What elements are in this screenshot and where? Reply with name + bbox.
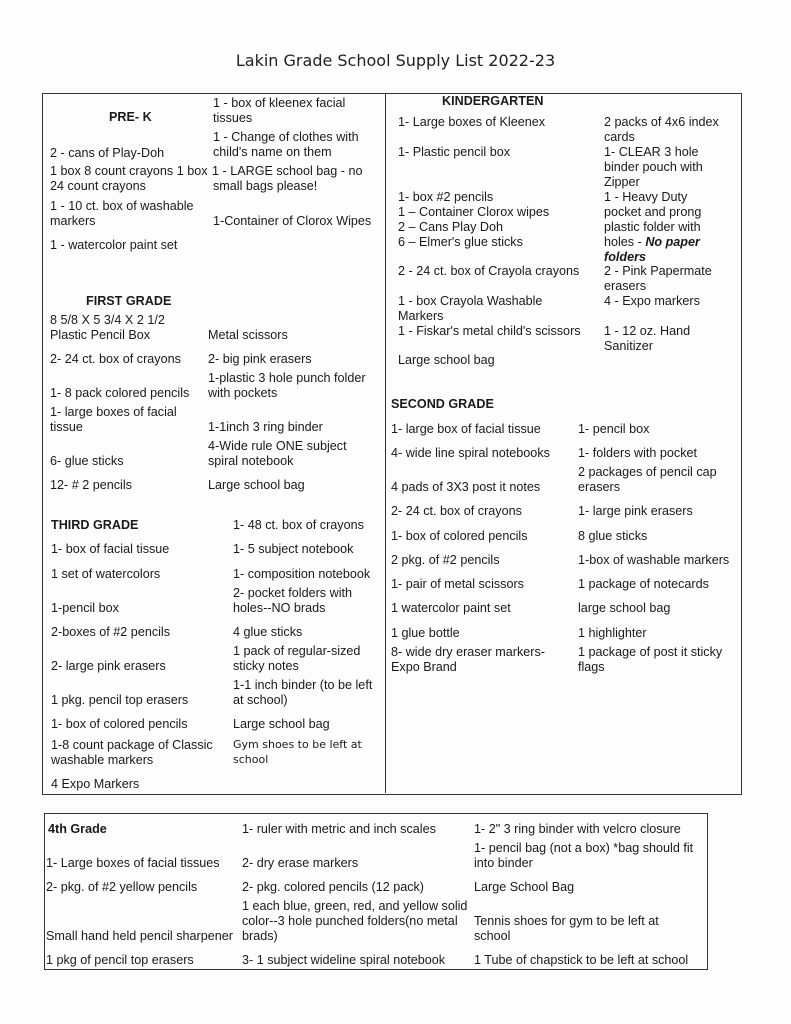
- list-item: Plastic Pencil Box: [50, 328, 151, 342]
- list-item: 1- box of colored pencils: [391, 529, 528, 543]
- list-item: 2 - cans of Play-Doh: [50, 146, 165, 160]
- list-item: 1- Plastic pencil box: [398, 145, 510, 159]
- list-item: 1- folders with pocket: [578, 446, 697, 460]
- list-item: 1- box of facial tissue: [51, 542, 170, 556]
- list-item: Markers: [398, 309, 444, 323]
- list-item-text: holes -: [604, 235, 646, 249]
- list-item: 1- pair of metal scissors: [391, 577, 524, 591]
- list-item: 1 box 8 count crayons 1 box: [50, 164, 208, 178]
- list-item: 24 count crayons: [50, 179, 146, 193]
- list-item: 2- dry erase markers: [242, 856, 359, 870]
- prek-heading: PRE- K: [109, 110, 152, 124]
- list-item: 1 - Heavy Duty: [604, 190, 688, 204]
- list-item: brads): [242, 929, 278, 943]
- list-item: 4 Expo Markers: [51, 777, 140, 791]
- list-item: 2-boxes of #2 pencils: [51, 625, 171, 639]
- list-item: school: [474, 929, 511, 943]
- list-item: 2 - 24 ct. box of Crayola crayons: [398, 264, 580, 278]
- list-item: 1-1 inch binder (to be left: [233, 678, 373, 692]
- list-item: 1- Large boxes of Kleenex: [398, 115, 546, 129]
- list-item: large school bag: [578, 601, 671, 615]
- list-item: Sanitizer: [604, 339, 653, 353]
- list-item: 4 - Expo markers: [604, 294, 700, 308]
- list-item: 3- 1 subject wideline spiral notebook: [242, 953, 446, 967]
- list-item: 1 - watercolor paint set: [50, 238, 178, 252]
- fourth-grade-heading: 4th Grade: [48, 822, 107, 836]
- list-item: 2- pocket folders with: [233, 586, 352, 600]
- list-item: 1 package of post it sticky: [578, 645, 723, 659]
- list-item: Large school bag: [233, 717, 330, 731]
- list-item: 1- 5 subject notebook: [233, 542, 354, 556]
- list-item: 1 - Change of clothes with: [213, 130, 359, 144]
- list-item: Small hand held pencil sharpener: [46, 929, 233, 943]
- list-item: 6 – Elmer's glue sticks: [398, 235, 523, 249]
- list-item: flags: [578, 660, 605, 674]
- list-item: Zipper: [604, 175, 640, 189]
- list-item: Tennis shoes for gym to be left at: [474, 914, 659, 928]
- list-item: child's name on them: [213, 145, 332, 159]
- list-item: 4- wide line spiral notebooks: [391, 446, 550, 460]
- list-item: 2 packages of pencil cap: [578, 465, 717, 479]
- list-item: 1- large boxes of facial: [50, 405, 177, 419]
- first-grade-heading: FIRST GRADE: [86, 294, 172, 308]
- list-item: into binder: [474, 856, 533, 870]
- list-item: 2- pkg. of #2 yellow pencils: [46, 880, 198, 894]
- list-item: color--3 hole punched folders(no metal: [242, 914, 458, 928]
- list-item: 1-box of washable markers: [578, 553, 730, 567]
- no-paper-folders-emphasis: No paper: [645, 235, 700, 249]
- list-item: cards: [604, 130, 635, 144]
- column-divider: [385, 93, 386, 793]
- list-item: 12- # 2 pencils: [50, 478, 132, 492]
- list-item: 1 - Fiskar's metal child's scissors: [398, 324, 581, 338]
- list-item: 1-plastic 3 hole punch folder: [208, 371, 366, 385]
- list-item: spiral notebook: [208, 454, 294, 468]
- list-item: school: [233, 753, 269, 766]
- list-item: 1 - 12 oz. Hand: [604, 324, 691, 338]
- list-item: 1- CLEAR 3 hole: [604, 145, 699, 159]
- list-item: 8 5/8 X 5 3/4 X 2 1/2: [50, 313, 165, 327]
- list-item: 1- 48 ct. box of crayons: [233, 518, 364, 532]
- list-item: 2 - Pink Papermate: [604, 264, 712, 278]
- list-item: at school): [233, 693, 288, 707]
- list-item: 4 glue sticks: [233, 625, 303, 639]
- list-item: Large School Bag: [474, 880, 575, 894]
- list-item: 2 – Cans Play Doh: [398, 220, 504, 234]
- list-item: 1- Large boxes of facial tissues: [46, 856, 220, 870]
- list-item: 1-pencil box: [51, 601, 119, 615]
- list-item: 1- ruler with metric and inch scales: [242, 822, 436, 836]
- list-item: Gym shoes to be left at: [233, 738, 362, 751]
- list-item: 4 pads of 3X3 post it notes: [391, 480, 541, 494]
- list-item: 1 Tube of chapstick to be left at school: [474, 953, 689, 967]
- list-item: Expo Brand: [391, 660, 457, 674]
- list-item: Large school bag: [398, 353, 495, 367]
- list-item: 6- glue sticks: [50, 454, 124, 468]
- list-item: 1- 2" 3 ring binder with velcro closure: [474, 822, 681, 836]
- list-item: 1 watercolor paint set: [391, 601, 511, 615]
- list-item: 1 package of notecards: [578, 577, 709, 591]
- list-item: 2- large pink erasers: [51, 659, 166, 673]
- list-item: 1- 8 pack colored pencils: [50, 386, 190, 400]
- list-item: 4-Wide rule ONE subject: [208, 439, 347, 453]
- list-item: 1 - 10 ct. box of washable: [50, 199, 194, 213]
- list-item: tissues: [213, 111, 253, 125]
- page-title: Lakin Grade School Supply List 2022-23: [235, 51, 556, 70]
- list-item: [604, 250, 646, 265]
- list-item: 2- 24 ct. box of crayons: [391, 504, 522, 518]
- list-item: 1-8 count package of Classic: [51, 738, 213, 752]
- list-item: pocket and prong: [604, 205, 702, 219]
- list-item: 1- composition notebook: [233, 567, 371, 581]
- no-paper-folders-emphasis: folders: [604, 250, 646, 264]
- kindergarten-heading: KINDERGARTEN: [442, 94, 544, 108]
- list-item: 1-Container of Clorox Wipes: [213, 214, 372, 228]
- list-item: 2- 24 ct. box of crayons: [50, 352, 181, 366]
- list-item: 1 - LARGE school bag - no: [212, 164, 363, 178]
- list-item: 1 – Container Clorox wipes: [398, 205, 550, 219]
- third-grade-heading: THIRD GRADE: [51, 518, 139, 532]
- list-item: holes--NO brads: [233, 601, 326, 615]
- list-item: 1 pkg. pencil top erasers: [51, 693, 189, 707]
- list-item: tissue: [50, 420, 83, 434]
- list-item: 1- pencil bag (not a box) *bag should fit: [474, 841, 694, 855]
- list-item: erasers: [604, 279, 646, 293]
- list-item: markers: [50, 214, 96, 228]
- list-item: [604, 235, 700, 250]
- list-item: 1 - box of kleenex facial: [213, 96, 346, 110]
- second-grade-heading: SECOND GRADE: [391, 397, 494, 411]
- list-item: washable markers: [51, 753, 154, 767]
- list-item: 2 packs of 4x6 index: [604, 115, 719, 129]
- list-item: 1- large box of facial tissue: [391, 422, 541, 436]
- list-item: erasers: [578, 480, 620, 494]
- list-item: 2- big pink erasers: [208, 352, 312, 366]
- list-item: sticky notes: [233, 659, 299, 673]
- list-item: Metal scissors: [208, 328, 288, 342]
- list-item: 8- wide dry eraser markers-: [391, 645, 545, 659]
- list-item: 1- pencil box: [578, 422, 650, 436]
- list-item: 2- pkg. colored pencils (12 pack): [242, 880, 425, 894]
- list-item: 1 each blue, green, red, and yellow solid: [242, 899, 468, 913]
- list-item: 1-1inch 3 ring binder: [208, 420, 323, 434]
- list-item: 8 glue sticks: [578, 529, 648, 543]
- list-item: plastic folder with: [604, 220, 701, 234]
- list-item: Large school bag: [208, 478, 305, 492]
- list-item: 1- box of colored pencils: [51, 717, 188, 731]
- list-item: 1 pack of regular-sized: [233, 644, 361, 658]
- list-item: small bags please!: [213, 179, 318, 193]
- list-item: 1 pkg of pencil top erasers: [46, 953, 194, 967]
- list-item: 1- box #2 pencils: [398, 190, 494, 204]
- list-item: binder pouch with: [604, 160, 703, 174]
- list-item: 1 glue bottle: [391, 626, 460, 640]
- list-item: 1 set of watercolors: [51, 567, 161, 581]
- list-item: 2 pkg. of #2 pencils: [391, 553, 500, 567]
- list-item: with pockets: [208, 386, 278, 400]
- list-item: 1 highlighter: [578, 626, 647, 640]
- list-item: 1 - box Crayola Washable: [398, 294, 543, 308]
- list-item: 1- large pink erasers: [578, 504, 693, 518]
